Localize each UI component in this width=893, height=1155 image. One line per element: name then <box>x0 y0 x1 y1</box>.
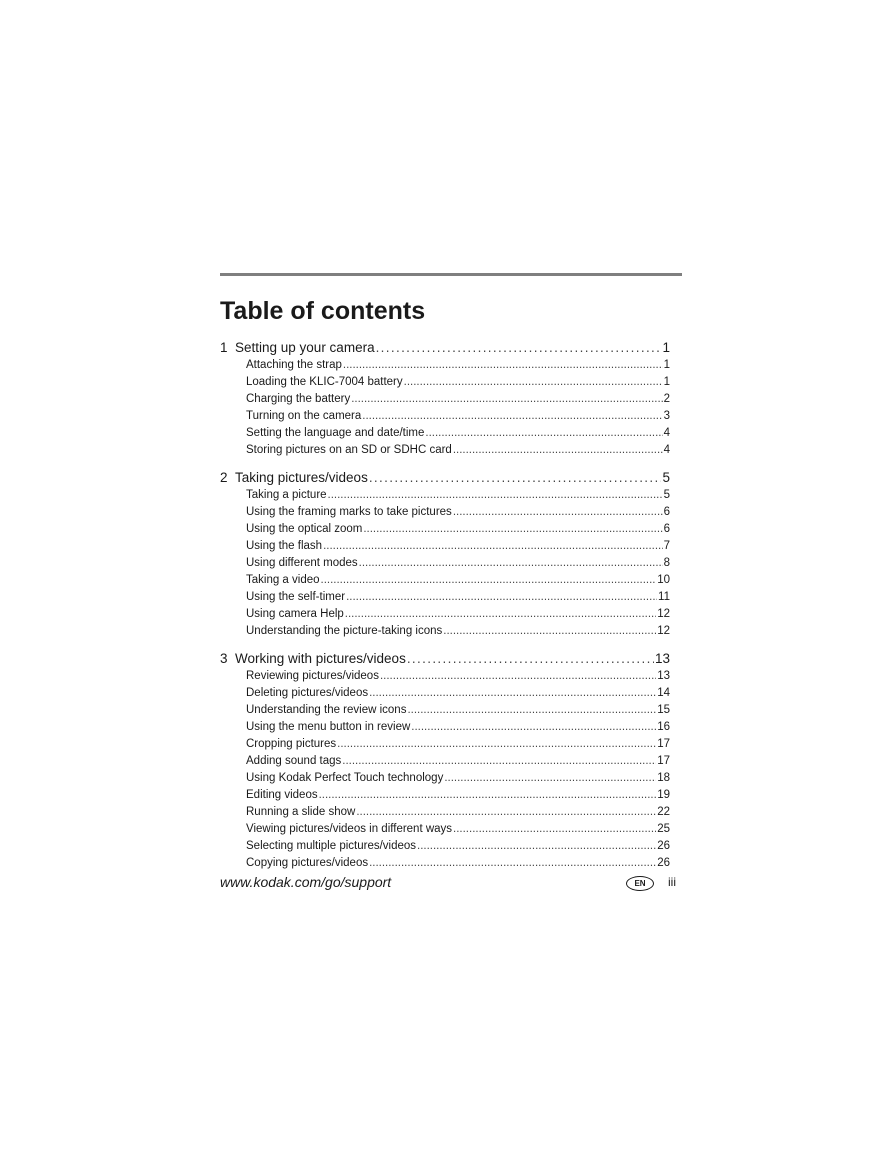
chapter-number: 3 <box>220 651 228 666</box>
toc-entry[interactable] <box>220 374 670 391</box>
toc-entry-label: Editing videos <box>246 789 318 801</box>
chapter-page-number: 13 <box>654 651 670 666</box>
toc-entry-label: Turning on the camera <box>246 410 362 422</box>
chapter-page-number: 1 <box>662 340 670 355</box>
dot-leader <box>453 821 656 838</box>
page-number: iii <box>668 875 676 889</box>
toc-entry-label: Running a slide show <box>246 806 356 818</box>
toc-entry-page-number: 25 <box>657 823 670 835</box>
toc-entry[interactable] <box>220 770 670 787</box>
page-title: Table of contents <box>220 297 426 325</box>
dot-leader <box>346 589 657 606</box>
toc-entry-page-number: 4 <box>663 427 670 439</box>
toc-entry-page-number: 1 <box>663 359 670 371</box>
toc-entry-page-number: 22 <box>657 806 670 818</box>
chapter-number: 1 <box>220 340 228 355</box>
chapter-title: Taking pictures/videos <box>235 470 368 485</box>
toc-entry[interactable] <box>220 623 670 640</box>
dot-leader <box>342 753 656 770</box>
top-rule <box>220 273 682 276</box>
toc-entry-page-number: 26 <box>657 840 670 852</box>
toc-entry[interactable] <box>220 504 670 521</box>
toc-chapter-heading[interactable] <box>220 339 670 357</box>
toc-entry-page-number: 13 <box>657 670 670 682</box>
toc-entry[interactable] <box>220 391 670 408</box>
dot-leader <box>351 391 662 408</box>
toc-entry-page-number: 12 <box>657 625 670 637</box>
toc-entry-label: Setting the language and date/time <box>246 427 425 439</box>
toc-entry-label: Using different modes <box>246 557 358 569</box>
dot-leader <box>453 504 663 521</box>
toc-entry-page-number: 2 <box>663 393 670 405</box>
dot-leader <box>356 804 656 821</box>
toc-entry-page-number: 8 <box>663 557 670 569</box>
toc-entry[interactable] <box>220 521 670 538</box>
toc-entry[interactable] <box>220 804 670 821</box>
toc-entry-label: Reviewing pictures/videos <box>246 670 379 682</box>
toc-entry-label: Using the framing marks to take pictures <box>246 506 452 518</box>
dot-leader <box>323 538 663 555</box>
dot-leader <box>345 606 656 623</box>
toc-entry-page-number: 6 <box>663 506 670 518</box>
dot-leader <box>319 787 657 804</box>
toc-entry-label: Using the flash <box>246 540 323 552</box>
toc-entry[interactable] <box>220 838 670 855</box>
dot-leader <box>359 555 663 572</box>
toc-chapter <box>220 339 670 459</box>
toc-entry-label: Cropping pictures <box>246 738 337 750</box>
dot-leader <box>407 650 654 668</box>
toc-entry[interactable] <box>220 668 670 685</box>
toc-entry[interactable] <box>220 538 670 555</box>
toc-entry-page-number: 15 <box>657 704 670 716</box>
toc-entry-label: Viewing pictures/videos in different ways <box>246 823 453 835</box>
toc-entry-label: Charging the battery <box>246 393 351 405</box>
toc-entry[interactable] <box>220 425 670 442</box>
toc-entry-label: Understanding the review icons <box>246 704 407 716</box>
dot-leader <box>328 487 663 504</box>
toc-entry-label: Loading the KLIC-7004 battery <box>246 376 403 388</box>
dot-leader <box>425 425 662 442</box>
toc-entry-label: Storing pictures on an SD or SDHC card <box>246 444 452 456</box>
table-of-contents <box>220 339 670 872</box>
toc-entry[interactable] <box>220 606 670 623</box>
dot-leader <box>321 572 657 589</box>
toc-entry-page-number: 12 <box>657 608 670 620</box>
toc-entry[interactable] <box>220 487 670 504</box>
dot-leader <box>343 357 663 374</box>
chapter-title: Working with pictures/videos <box>235 651 406 666</box>
toc-entry[interactable] <box>220 719 670 736</box>
toc-entry-label: Taking a picture <box>246 489 327 501</box>
page-footer <box>220 872 680 892</box>
toc-entry-page-number: 1 <box>663 376 670 388</box>
toc-entry-label: Selecting multiple pictures/videos <box>246 840 417 852</box>
toc-entry-page-number: 19 <box>657 789 670 801</box>
toc-entry-label: Copying pictures/videos <box>246 857 369 869</box>
dot-leader <box>363 521 662 538</box>
toc-entry[interactable] <box>220 408 670 425</box>
toc-entry[interactable] <box>220 702 670 719</box>
toc-entry-label: Taking a video <box>246 574 320 586</box>
toc-chapter-heading[interactable] <box>220 650 670 668</box>
toc-entry[interactable] <box>220 753 670 770</box>
dot-leader <box>407 702 656 719</box>
toc-entry[interactable] <box>220 572 670 589</box>
toc-entry-page-number: 10 <box>657 574 670 586</box>
toc-chapter <box>220 650 670 872</box>
dot-leader <box>417 838 656 855</box>
chapter-page-number: 5 <box>662 470 670 485</box>
toc-entry-page-number: 7 <box>663 540 670 552</box>
dot-leader <box>380 668 656 685</box>
toc-entry[interactable] <box>220 736 670 753</box>
toc-entry-label: Using the menu button in review <box>246 721 411 733</box>
dot-leader <box>369 469 662 487</box>
toc-entry-page-number: 14 <box>657 687 670 699</box>
toc-entry-page-number: 4 <box>663 444 670 456</box>
toc-entry-page-number: 5 <box>663 489 670 501</box>
toc-entry-page-number: 16 <box>657 721 670 733</box>
dot-leader <box>376 339 662 357</box>
dot-leader <box>369 685 656 702</box>
dot-leader <box>337 736 656 753</box>
language-badge: EN <box>626 876 654 891</box>
toc-entry[interactable] <box>220 787 670 804</box>
toc-chapter <box>220 469 670 640</box>
toc-entry-page-number: 18 <box>657 772 670 784</box>
toc-entry-label: Attaching the strap <box>246 359 342 371</box>
dot-leader <box>369 855 656 872</box>
toc-entry[interactable] <box>220 589 670 606</box>
dot-leader <box>443 623 656 640</box>
toc-entry[interactable] <box>220 855 670 872</box>
toc-page <box>220 273 682 882</box>
support-url[interactable]: www.kodak.com/go/support <box>220 874 392 890</box>
toc-entry-label: Deleting pictures/videos <box>246 687 369 699</box>
toc-entry-page-number: 26 <box>657 857 670 869</box>
toc-entry-label: Using camera Help <box>246 608 344 620</box>
chapter-title: Setting up your camera <box>235 340 375 355</box>
dot-leader <box>453 442 663 459</box>
toc-entry[interactable] <box>220 685 670 702</box>
toc-chapter-heading[interactable] <box>220 469 670 487</box>
toc-entry-page-number: 11 <box>658 591 670 603</box>
toc-entry-page-number: 17 <box>657 738 670 750</box>
toc-entry-page-number: 3 <box>663 410 670 422</box>
dot-leader <box>444 770 656 787</box>
toc-entry-page-number: 6 <box>663 523 670 535</box>
chapter-number: 2 <box>220 470 228 485</box>
dot-leader <box>404 374 663 391</box>
toc-entry[interactable] <box>220 357 670 374</box>
toc-entry-label: Using Kodak Perfect Touch technology <box>246 772 444 784</box>
dot-leader <box>411 719 656 736</box>
toc-entry-page-number: 17 <box>657 755 670 767</box>
toc-entry-label: Understanding the picture-taking icons <box>246 625 443 637</box>
toc-entry[interactable] <box>220 442 670 459</box>
toc-entry-label: Using the self-timer <box>246 591 346 603</box>
toc-entry-label: Adding sound tags <box>246 755 342 767</box>
toc-entry-label: Using the optical zoom <box>246 523 363 535</box>
toc-entry[interactable] <box>220 821 670 838</box>
toc-entry[interactable] <box>220 555 670 572</box>
dot-leader <box>362 408 662 425</box>
